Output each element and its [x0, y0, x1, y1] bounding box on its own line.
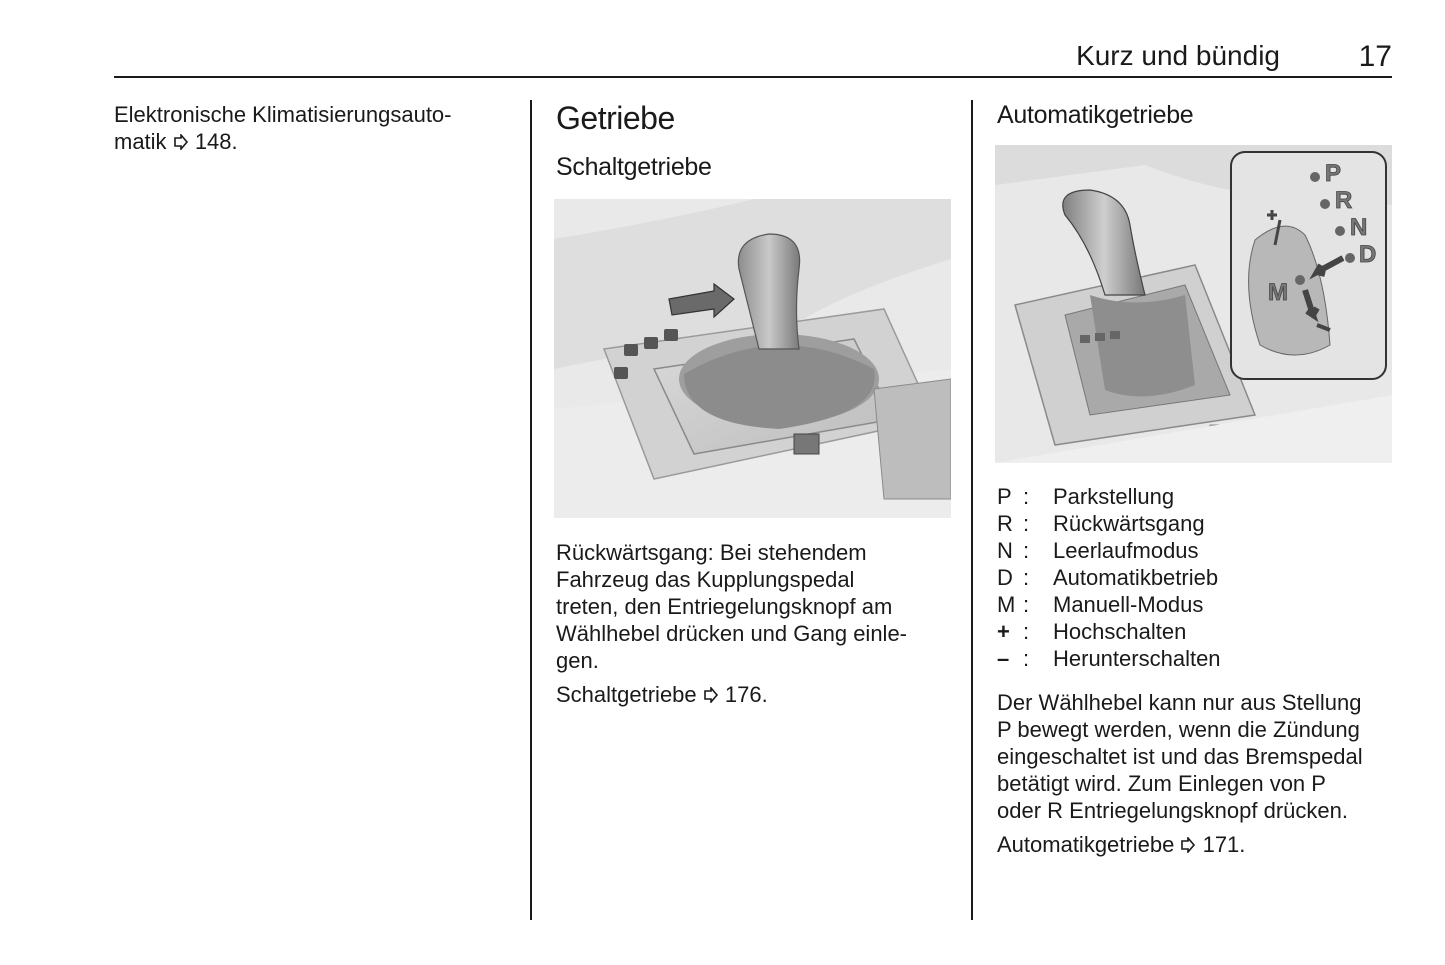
inset-label-n: N: [1350, 214, 1368, 241]
legend-value: Parkstellung: [1053, 484, 1175, 509]
auto-para-line-3: eingeschaltet ist und das Bremspedal: [997, 744, 1363, 769]
manual-para-line-5: gen.: [556, 648, 599, 673]
auto-para-line-5: oder R Entriegelungsknopf drücken.: [997, 798, 1348, 823]
manual-para-line-2: Fahrzeug das Kupplungspedal: [556, 567, 855, 592]
subheading-schaltgetriebe: Schaltgetriebe: [556, 153, 712, 181]
legend-row: [997, 618, 1221, 645]
page-ref-arrow-icon: [173, 134, 189, 150]
legend-row: [997, 564, 1221, 591]
manual-reference: [556, 681, 951, 708]
legend-key: P: [997, 484, 1012, 509]
legend-key-minus-icon: –: [997, 646, 1010, 671]
automatic-reference: [997, 831, 1397, 858]
page-ref-arrow-icon: [1180, 837, 1196, 853]
header-rule: [114, 76, 1392, 78]
auto-para-line-1: Der Wählhebel kann nur aus Stellung: [997, 690, 1362, 715]
column-divider-1: [530, 100, 532, 920]
legend-separator: :: [1023, 565, 1030, 590]
running-header-title: Kurz und bündig: [1076, 40, 1280, 71]
legend-value: Rückwärtsgang: [1053, 511, 1205, 536]
manual-shifter-illustration: [554, 199, 951, 518]
automatic-text-block: [997, 689, 1397, 858]
column-3: [997, 100, 1392, 130]
legend-key: D: [997, 565, 1013, 590]
legend-value: Herunterschalten: [1053, 646, 1221, 671]
subheading-automatikgetriebe: Automatikgetriebe: [997, 101, 1194, 129]
legend-separator: :: [1023, 511, 1030, 536]
legend-separator: :: [1023, 538, 1030, 563]
manual-text-block: [556, 539, 951, 708]
climate-ref-page: 148.: [194, 129, 238, 154]
page-number: 17: [1358, 40, 1392, 73]
column-2: [556, 100, 951, 182]
legend-separator: :: [1023, 592, 1030, 617]
legend-row: [997, 591, 1221, 618]
climate-ref-text: matik: [114, 129, 167, 154]
manual-para-line-3: treten, den Entriegelungsknopf am: [556, 594, 893, 619]
manual-para-line-4: Wählhebel drücken und Gang einle-: [556, 621, 908, 646]
manual-ref-text: Schaltgetriebe: [556, 682, 697, 707]
manual-para-line-1: Rückwärtsgang: Bei stehendem: [556, 540, 867, 565]
legend-key: M: [997, 592, 1016, 617]
inset-label-d: D: [1359, 241, 1377, 268]
legend-separator: :: [1023, 484, 1030, 509]
column-divider-2: [971, 100, 973, 920]
legend-key-plus-icon: +: [997, 619, 1010, 644]
legend-row: [997, 537, 1221, 564]
legend-row: [997, 483, 1221, 510]
legend-value: Manuell-Modus: [1053, 592, 1204, 617]
page-ref-arrow-icon: [703, 687, 719, 703]
legend-row: [997, 510, 1221, 537]
climate-text-line-2: [114, 128, 494, 155]
section-heading-getriebe: Getriebe: [556, 100, 675, 136]
automatic-shifter-illustration: [995, 145, 1392, 463]
auto-ref-page: 171.: [1202, 832, 1246, 857]
legend-value: Leerlaufmodus: [1053, 538, 1199, 563]
inset-label-r: R: [1335, 187, 1353, 214]
gear-legend: [997, 483, 1221, 672]
legend-separator: :: [1023, 646, 1030, 671]
legend-value: Automatikbetrieb: [1053, 565, 1219, 590]
legend-row: [997, 645, 1221, 672]
auto-para-line-2: P bewegt werden, wenn die Zündung: [997, 717, 1360, 742]
legend-value: Hochschalten: [1053, 619, 1187, 644]
inset-label-p: P: [1325, 160, 1342, 187]
auto-ref-text: Automatikgetriebe: [997, 832, 1175, 857]
legend-key: R: [997, 511, 1013, 536]
legend-separator: :: [1023, 619, 1030, 644]
inset-label-m: M: [1268, 279, 1288, 306]
column-1: [114, 101, 494, 155]
manual-ref-page: 176.: [724, 682, 768, 707]
auto-para-line-4: betätigt wird. Zum Einlegen von P: [997, 771, 1326, 796]
climate-text-line-1: Elektronische Klimatisierungsauto-: [114, 102, 452, 127]
legend-key: N: [997, 538, 1013, 563]
